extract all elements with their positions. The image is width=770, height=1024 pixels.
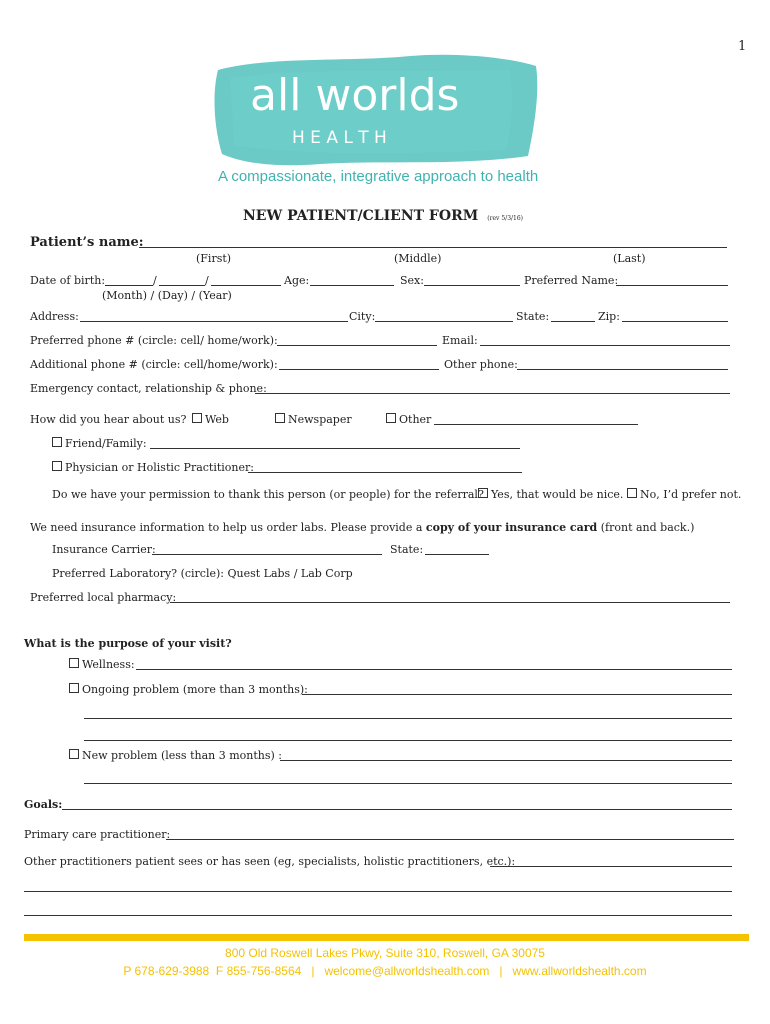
insurance-carrier-label: Insurance Carrier: [52, 543, 156, 556]
city-label: City: [349, 310, 376, 323]
goals-label: Goals: [24, 798, 63, 811]
ongoing-problem-field[interactable] [302, 694, 732, 695]
footer-bar [24, 934, 749, 941]
preferred-phone-field[interactable] [277, 345, 437, 346]
address-field[interactable] [80, 321, 348, 322]
page-number: 1 [738, 39, 747, 54]
footer-fax: F 855-756-8564 [215, 964, 302, 978]
footer-email-link[interactable]: welcome@allworldshealth.com [324, 964, 490, 978]
state-field[interactable] [551, 321, 595, 322]
other-phone-label: Other phone: [444, 358, 518, 371]
hear-other-option[interactable]: Other [386, 413, 431, 427]
checkbox-icon[interactable] [386, 413, 396, 423]
sex-field[interactable] [424, 285, 520, 286]
permission-yes-option[interactable]: Yes, that would be nice. [478, 488, 623, 502]
insurance-state-label: State: [390, 543, 424, 556]
email-label: Email: [442, 334, 478, 347]
footer-address: 800 Old Roswell Lakes Pkwy, Suite 310, Roswell, GA 30075 [225, 946, 545, 960]
ongoing-problem-line-2[interactable] [84, 718, 732, 719]
dob-parts-caption: (Month) / (Day) / (Year) [102, 289, 232, 302]
checkbox-icon[interactable] [627, 488, 637, 498]
new-problem-option[interactable]: New problem (less than 3 months) : [69, 749, 282, 763]
logo [210, 48, 540, 173]
additional-phone-label: Additional phone # (circle: cell/home/work): [30, 358, 278, 371]
dob-year-field[interactable] [211, 285, 281, 286]
zip-label: Zip: [598, 310, 620, 323]
pharmacy-label: Preferred local pharmacy: [30, 591, 177, 604]
hear-friend-option[interactable]: Friend/Family: [52, 437, 147, 451]
checkbox-icon[interactable] [69, 683, 79, 693]
name-part-middle: (Middle) [394, 252, 442, 265]
form-revision: (rev 5/3/16) [487, 215, 524, 222]
checkbox-icon[interactable] [192, 413, 202, 423]
logo-tagline: A compassionate, integrative approach to health [218, 168, 539, 185]
primary-care-field[interactable] [166, 839, 734, 840]
hear-physician-field[interactable] [248, 472, 522, 473]
insurance-carrier-field[interactable] [152, 554, 382, 555]
other-phone-field[interactable] [517, 369, 728, 370]
logo-health-text: H E A L T H [292, 128, 387, 148]
insurance-intro: We need insurance information to help us order labs. Please provide a copy of your insurance card (front and back.) [30, 521, 695, 534]
patient-name-label: Patient’s name: [30, 235, 144, 250]
checkbox-icon[interactable] [69, 749, 79, 759]
age-label: Age: [284, 274, 310, 287]
ongoing-problem-line-3[interactable] [84, 740, 732, 741]
city-field[interactable] [375, 321, 513, 322]
sex-label: Sex: [400, 274, 424, 287]
other-practitioners-line-2[interactable] [24, 891, 732, 892]
new-problem-field[interactable] [280, 760, 732, 761]
checkbox-icon[interactable] [478, 488, 488, 498]
form-title: NEW PATIENT/CLIENT FORM [243, 208, 479, 224]
hear-physician-option[interactable]: Physician or Holistic Practitioner: [52, 461, 254, 475]
purpose-heading: What is the purpose of your visit? [24, 637, 232, 650]
preferred-lab-label: Preferred Laboratory? (circle): Quest Labs / Lab Corp [52, 567, 353, 580]
other-practitioners-line-3[interactable] [24, 915, 732, 916]
footer-website-link[interactable]: www.allworldshealth.com [512, 964, 647, 978]
footer-contact-line: P 678-629-3988 F 855-756-8564 | welcome@allworldshealth.com | www.allworldshealth.com [123, 964, 647, 978]
hear-other-field[interactable] [434, 424, 638, 425]
wellness-option[interactable]: Wellness: [69, 658, 135, 672]
permission-no-option[interactable]: No, I’d prefer not. [627, 488, 741, 502]
checkbox-icon[interactable] [52, 437, 62, 447]
address-label: Address: [30, 310, 79, 323]
checkbox-icon[interactable] [275, 413, 285, 423]
logo-watercolor-banner [210, 48, 540, 173]
emergency-contact-label: Emergency contact, relationship & phone: [30, 382, 267, 395]
other-practitioners-field[interactable] [490, 866, 732, 867]
insurance-state-field[interactable] [425, 554, 489, 555]
patient-name-field[interactable] [139, 247, 727, 248]
dob-day-field[interactable] [159, 285, 205, 286]
preferred-phone-label: Preferred phone # (circle: cell/ home/work): [30, 334, 278, 347]
hear-web-option[interactable]: Web [192, 413, 229, 427]
permission-question: Do we have your permission to thank this person (or people) for the referral? [52, 488, 484, 501]
emergency-contact-field[interactable] [255, 393, 730, 394]
checkbox-icon[interactable] [52, 461, 62, 471]
ongoing-problem-option[interactable]: Ongoing problem (more than 3 months): [69, 683, 308, 697]
hear-newspaper-option[interactable]: Newspaper [275, 413, 352, 427]
hear-about-label: How did you hear about us? [30, 413, 187, 426]
hear-friend-field[interactable] [150, 448, 520, 449]
pharmacy-field[interactable] [170, 602, 730, 603]
new-problem-line-2[interactable] [84, 783, 732, 784]
name-part-first: (First) [196, 252, 232, 265]
dob-label: Date of birth: [30, 274, 106, 287]
goals-field[interactable] [62, 809, 732, 810]
checkbox-icon[interactable] [69, 658, 79, 668]
other-practitioners-label: Other practitioners patient sees or has seen (eg, specialists, holistic practitioners, etc.): [24, 855, 516, 868]
form-title-row [243, 205, 523, 224]
additional-phone-field[interactable] [279, 369, 439, 370]
logo-brand-text: all worlds [250, 70, 460, 121]
dob-month-field[interactable] [105, 285, 153, 286]
email-field[interactable] [480, 345, 730, 346]
age-field[interactable] [310, 285, 394, 286]
zip-field[interactable] [622, 321, 728, 322]
footer-phone: P 678-629-3988 [123, 964, 210, 978]
name-part-last: (Last) [613, 252, 646, 265]
wellness-field[interactable] [136, 669, 732, 670]
state-label: State: [516, 310, 550, 323]
primary-care-label: Primary care practitioner: [24, 828, 171, 841]
preferred-name-label: Preferred Name: [524, 274, 619, 287]
preferred-name-field[interactable] [616, 285, 728, 286]
